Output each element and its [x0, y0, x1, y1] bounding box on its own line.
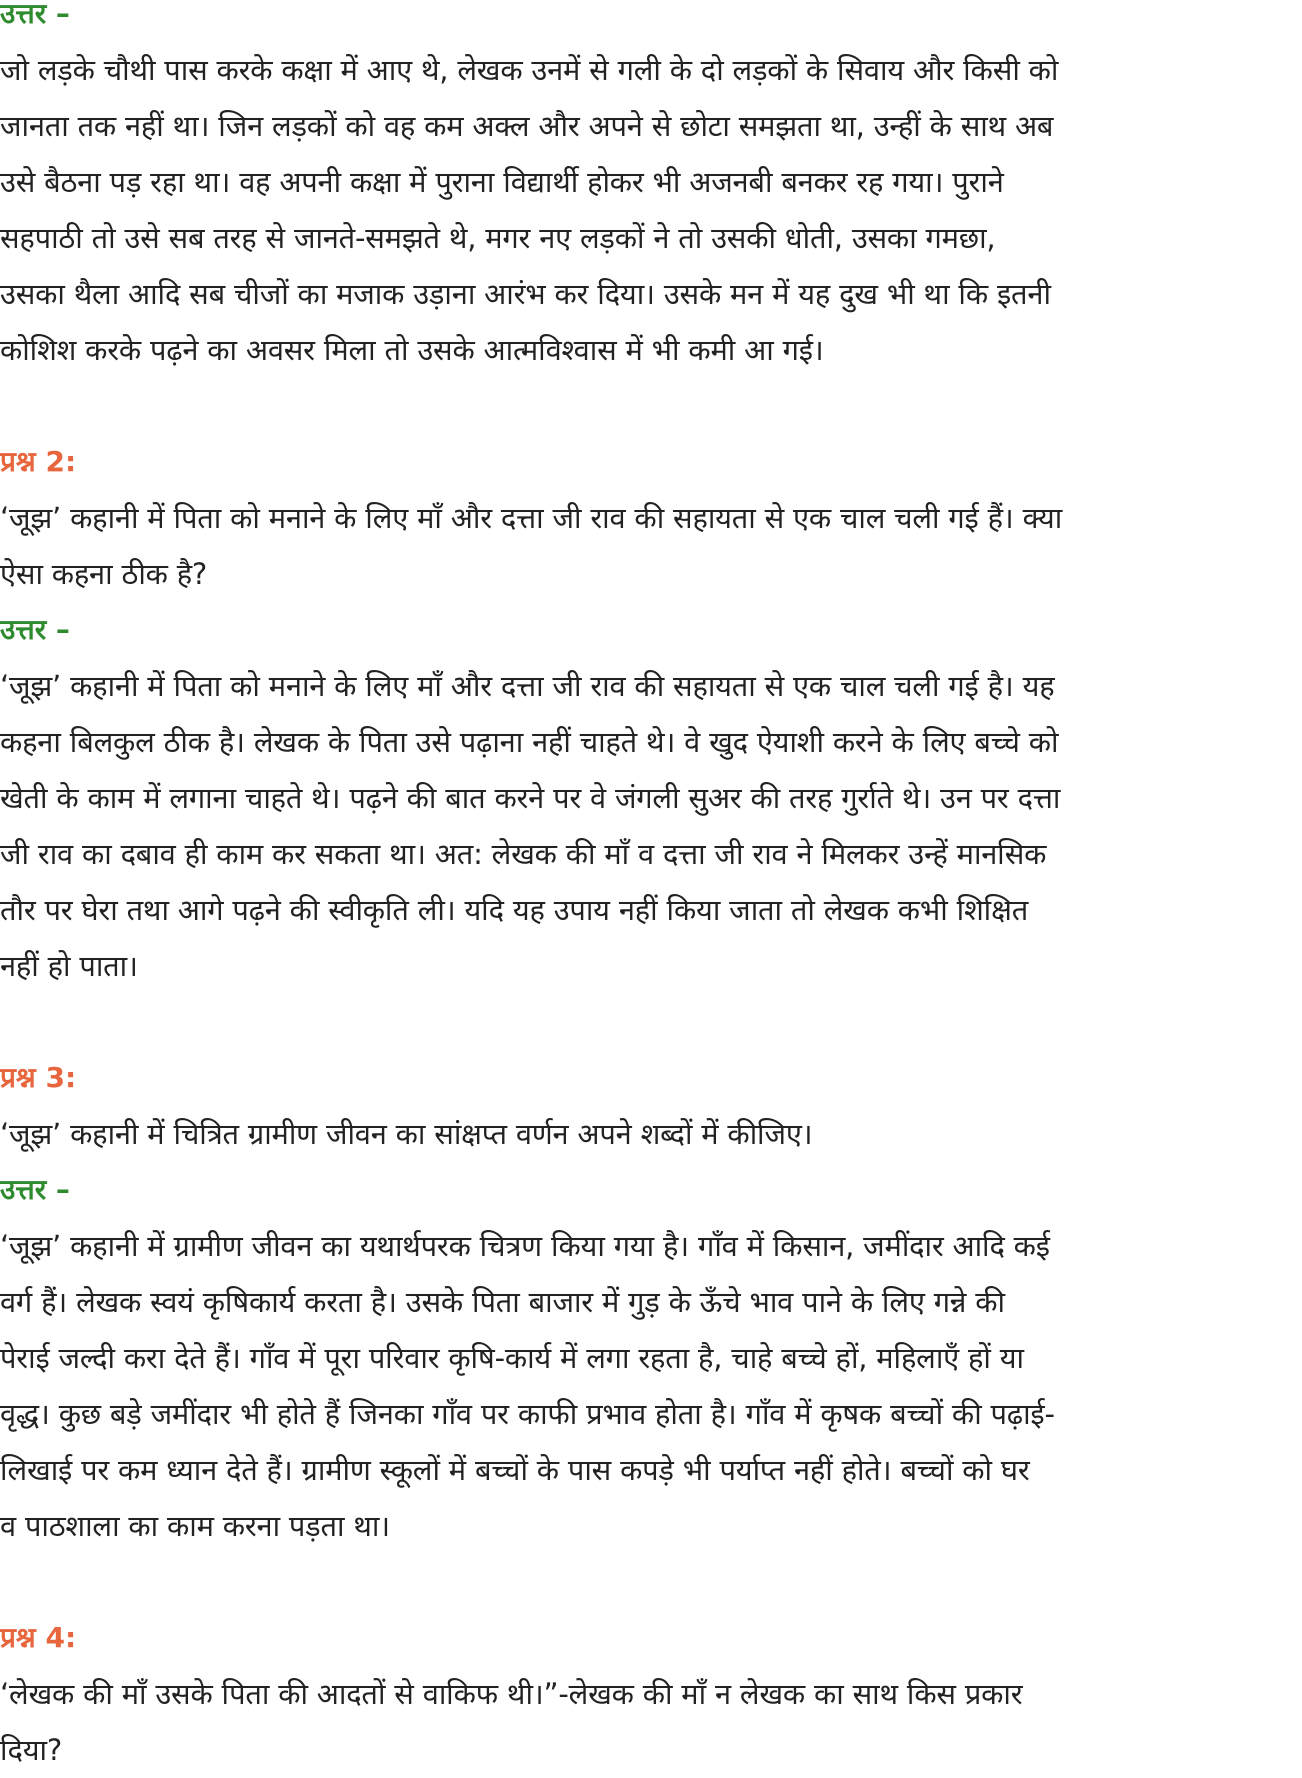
answer-3: [0, 1162, 1302, 1554]
question-4: [0, 1610, 1302, 1778]
question-label: प्रश्न 2:: [0, 445, 77, 478]
answer-line: कोशिश करके पढ़ने का अवसर मिला तो उसके आत्मविश्वास में भी कमी आ गई।: [0, 333, 824, 367]
answer-line: जो लड़के चौथी पास करके कक्षा में आए थे, लेखक उनमें से गली के दो लड़कों के सिवाय और किसी को: [0, 53, 1059, 87]
answer-line: सहपाठी तो उसे सब तरह से जानते-समझते थे, मगर नए लड़कों ने तो उसकी धोती, उसका गमछा,: [0, 221, 996, 255]
answer-line: व पाठशाला का काम करना पड़ता था।: [0, 1509, 390, 1543]
answer-line: खेती के काम में लगाना चाहते थे। पढ़ने की बात करने पर वे जंगली सुअर की तरह गुर्राते थे। उन पर दत्ता: [0, 781, 1061, 815]
answer-label: उत्तर –: [0, 0, 70, 30]
question-line: दिया?: [0, 1733, 63, 1767]
answer-line: कहना बिलकुल ठीक है। लेखक के पिता उसे पढ़ाना नहीं चाहते थे। वे खुद ऐयाशी करने के लिए बच्चे को: [0, 725, 1059, 759]
answer-line: जानता तक नहीं था। जिन लड़कों को वह कम अक्ल और अपने से छोटा समझता था, उन्हीं के साथ अब: [0, 109, 1054, 143]
answer-line: ‘जूझ’ कहानी में पिता को मनाने के लिए माँ और दत्ता जी राव की सहायता से एक चाल चली गई है। यह: [0, 669, 1055, 703]
answer-line: लिखाई पर कम ध्यान देते हैं। ग्रामीण स्कूलों में बच्चों के पास कपड़े भी पर्याप्त नहीं होते। बच्चों को घर: [0, 1453, 1030, 1487]
answer-label: उत्तर –: [0, 1173, 70, 1206]
answer-line: वृद्ध। कुछ बड़े जमींदार भी होते हैं जिनका गाँव पर काफी प्रभाव होता है। गाँव में कृषक बच्चों की पढ़ाई-: [0, 1397, 1055, 1431]
answer-line: जी राव का दबाव ही काम कर सकता था। अत: लेखक की माँ व दत्ता जी राव ने मिलकर उन्हें मानसिक: [0, 837, 1047, 871]
answer-line: ‘जूझ’ कहानी में ग्रामीण जीवन का यथार्थपरक चित्रण किया गया है। गाँव में किसान, जमींदार आदि कई: [0, 1229, 1050, 1263]
section-gap: [0, 378, 1302, 434]
section-gap: [0, 1554, 1302, 1610]
question-line: ‘लेखक की माँ उसके पिता की आदतों से वाकिफ थी।”-लेखक की माँ न लेखक का साथ किस प्रकार: [0, 1677, 1023, 1711]
answer-line: उसका थैला आदि सब चीजों का मजाक उड़ाना आरंभ कर दिया। उसके मन में यह दुख भी था कि इतनी: [0, 277, 1051, 311]
answer-1: [0, 0, 1302, 378]
question-line: ऐसा कहना ठीक है?: [0, 557, 208, 591]
answer-line: नहीं हो पाता।: [0, 949, 138, 983]
question-line: ‘जूझ’ कहानी में चित्रित ग्रामीण जीवन का सांक्षप्त वर्णन अपने शब्दों में कीजिए।: [0, 1117, 813, 1151]
question-label: प्रश्न 3:: [0, 1061, 77, 1094]
question-3: [0, 1050, 1302, 1162]
question-line: ‘जूझ’ कहानी में पिता को मनाने के लिए माँ और दत्ता जी राव की सहायता से एक चाल चली गई हैं। क्या: [0, 501, 1063, 535]
answer-line: वर्ग हैं। लेखक स्वयं कृषिकार्य करता है। उसके पिता बाजार में गुड़ के ऊँचे भाव पाने के लिए गन्ने की: [0, 1285, 1005, 1319]
answer-line: पेराई जल्दी करा देते हैं। गाँव में पूरा परिवार कृषि-कार्य में लगा रहता है, चाहे बच्चे हों, महिलाएँ हों या: [0, 1341, 1024, 1375]
answer-2: [0, 602, 1302, 994]
answer-line: उसे बैठना पड़ रहा था। वह अपनी कक्षा में पुराना विद्यार्थी होकर भी अजनबी बनकर रह गया। पुराने: [0, 165, 1004, 199]
question-label: प्रश्न 4:: [0, 1621, 77, 1654]
section-gap: [0, 994, 1302, 1050]
answer-label: उत्तर –: [0, 613, 70, 646]
question-2: [0, 434, 1302, 602]
answer-line: तौर पर घेरा तथा आगे पढ़ने की स्वीकृति ली। यदि यह उपाय नहीं किया जाता तो लेखक कभी शिक्षित: [0, 893, 1029, 927]
